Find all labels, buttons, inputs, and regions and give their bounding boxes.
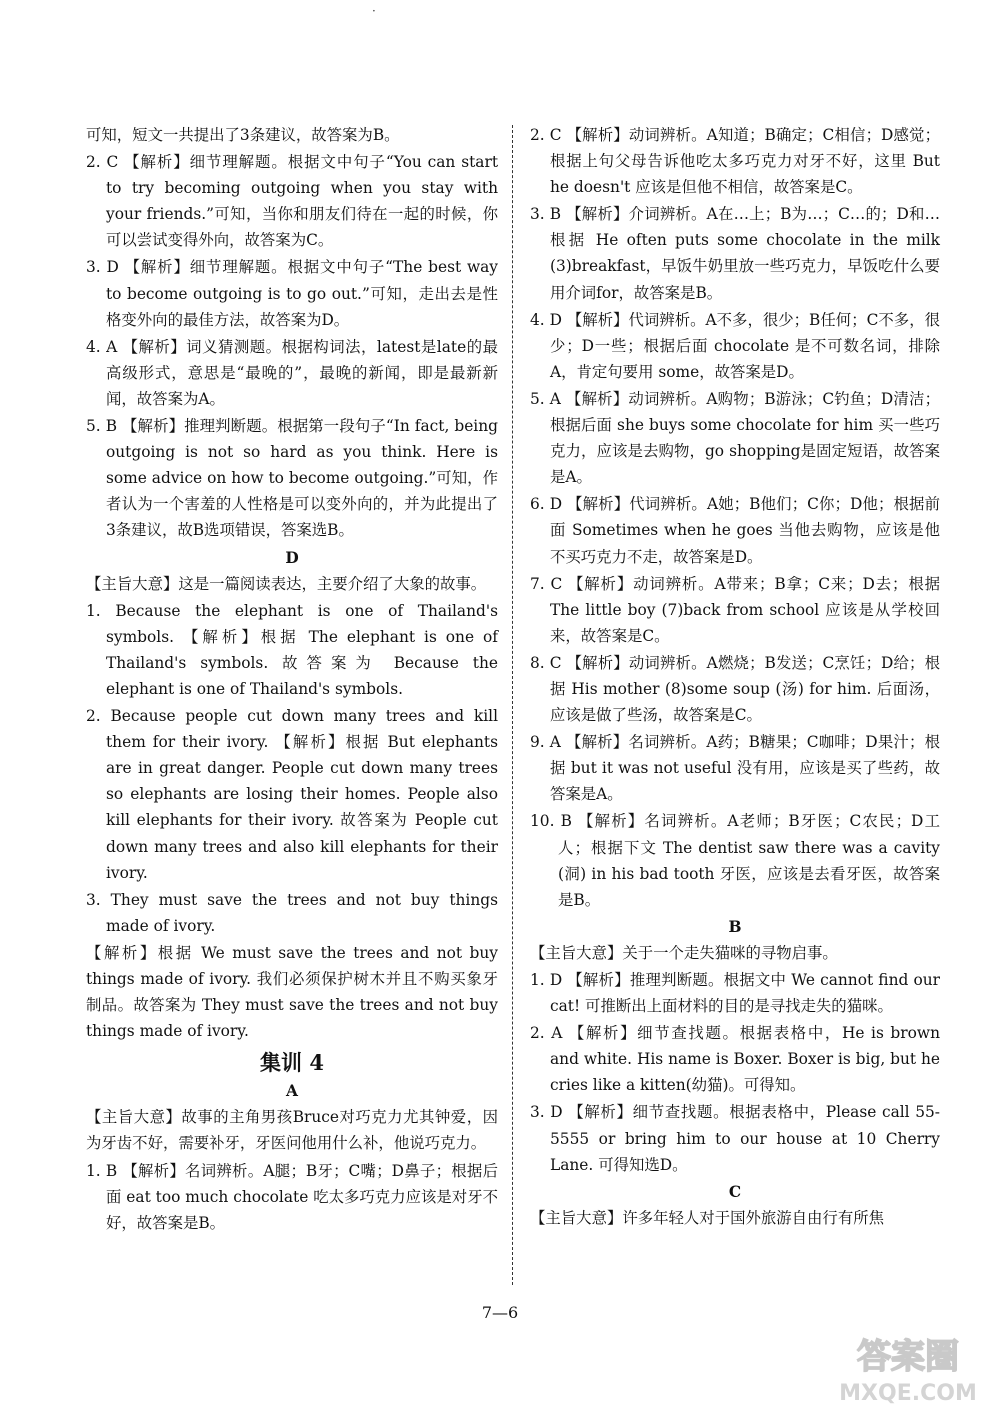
section-label: C (728, 1182, 742, 1201)
answer-item: 8. C 【解析】动词辨析。A燃烧；B发送；C烹饪；D给；根据 His mother (8)some soup (汤) for him. 后面汤，应该是做了些汤，故答案是C。 (530, 653, 940, 725)
section-label: A (286, 1082, 298, 1101)
section-label: B (728, 917, 742, 936)
answer-item: 3. D 【解析】细节查找题。根据表格中，Please call 55-5555 or bring him to our house at 10 Cherry Lane. 可得知选D。 (530, 1103, 940, 1174)
answer-item: 2. C 【解析】细节理解题。根据文中句子“You can start to try becoming outgoing when you stay with your friends.”可知，当你和朋友们待在一起的时候，你可以尝试变得外向，故答案为C。 (86, 153, 498, 250)
left-column (86, 122, 498, 1237)
answer-item: 9. A 【解析】名词辨析。A药；B糖果；C咖啡；D果汁；根据 but it was not useful 没有用，应该是买了些药，故答案是A。 (530, 733, 940, 804)
gist-text: 【主旨大意】这是一篇阅读表达，主要介绍了大象的故事。 (86, 574, 487, 593)
gist-text: 【主旨大意】许多年轻人对于国外旅游自由行有所焦 (530, 1208, 884, 1227)
answer-item: 3. B 【解析】介词辨析。A在…上；B为…；C…的；D和…根据 He often puts some chocolate in the milk (3)breakfast，早饭牛奶里放一些巧克力，早饭吃什么要用介词for，故答案是B。 (530, 205, 940, 302)
gist-text: 【主旨大意】故事的主角男孩Bruce对巧克力尤其钟爱，因为牙齿不好，需要补牙，牙医问他用什么补，他说巧克力。 (86, 1108, 498, 1153)
answer-item: 3. D 【解析】细节理解题。根据文中句子“The best way to become outgoing is to go out.”可知，走出去是性格变外向的最佳方法，故答案为D。 (86, 258, 498, 329)
answer-item: 2. C 【解析】动词辨析。A知道；B确定；C相信；D感觉；根据上句父母告诉他吃太多巧克力对牙不好，这里 But he doesn't 应该是但他不相信，故答案是C。 (530, 126, 940, 197)
column-divider (512, 125, 513, 1285)
analysis-text: 【解析】根据 We must save the trees and not buy things made of ivory. 我们必须保护树木并且不购买象牙制品。故答案为 They must save the trees and not buy things made of ivory. (86, 943, 498, 1041)
right-column (530, 122, 940, 1232)
section-label: D (285, 548, 299, 567)
answer-item: 10. B 【解析】名词辨析。A老师；B牙医；C农民；D工人；根据下文 The dentist saw there was a cavity (洞) in his bad tooth 牙医，应该是去看牙医，故答案是B。 (530, 812, 940, 909)
answer-item: 7. C 【解析】动词辨析。A带来；B拿；C来；D去；根据 The little boy (7)back from school 应该是从学校回来，故答案是C。 (530, 574, 940, 645)
answer-item: 1. B 【解析】名词辨析。A腿；B牙；C嘴；D鼻子；根据后面 eat too much chocolate 吃太多巧克力应该是对牙不好，故答案是B。 (86, 1161, 498, 1232)
section-heading: 集训 4 (260, 1050, 324, 1076)
answer-item: 4. A 【解析】词义猜测题。根据构词法，latest是late的最高级形式，意思是“最晚的”，最晚的新闻，即是最新新闻，故答案为A。 (86, 337, 498, 408)
answer-item: 3. They must save the trees and not buy things made of ivory. (86, 890, 498, 935)
answer-item: 1. Because the elephant is one of Thailand's symbols. 【解析】根据 The elephant is one of Thailand's symbols. 故答案为 Because the elephant is one of Thailand's symbols. (86, 601, 498, 698)
gist-text: 【主旨大意】关于一个走失猫咪的寻物启事。 (530, 943, 838, 962)
answer-item: 6. D 【解析】代词辨析。A她；B他们；C你；D他；根据前面 Sometimes when he goes 当他去购物，应该是他不买巧克力不走，故答案是D。 (530, 495, 940, 566)
top-mark: · (372, 4, 376, 18)
answer-item: 5. B 【解析】推理判断题。根据第一段句子“In fact, being outgoing is not so hard as you think. Here is some advice on how to become outgoing.”可知，作者认为一个害羞的人性格是可以变外向的，并为此提出了3条建议，故B选项错误，答案选B。 (86, 417, 498, 540)
answer-item: 5. A 【解析】动词辨析。A购物；B游泳；C钓鱼；D清洁；根据后面 she buys some chocolate for him 买一些巧克力，应该是去购物，go shopping是固定短语，故答案是A。 (530, 389, 940, 487)
watermark-logo (838, 1328, 978, 1408)
answer-item: 2. A 【解析】细节查找题。根据表格中，He is brown and white. His name is Boxer. Boxer is big, but he cries like a kitten(幼猫)。可得知。 (530, 1024, 940, 1095)
continuation-text: 可知，短文一共提出了3条建议，故答案为B。 (86, 126, 400, 144)
svg-text:MXQE.COM: MXQE.COM (839, 1381, 977, 1406)
svg-text:答案圈: 答案圈 (857, 1337, 959, 1377)
answer-item: 1. D 【解析】推理判断题。根据文中 We cannot find our cat! 可推断出上面材料的目的是寻找走失的猫咪。 (530, 971, 940, 1016)
page-number: 7—6 (481, 1303, 519, 1322)
answer-item: 2. Because people cut down many trees and kill them for their ivory. 【解析】根据 But elephants are in great danger. People cut down many trees so elephants are losing their homes. People also kill elephants for their ivory. 故答案为 People cut down many trees and also kill elephants for their ivory. (86, 707, 498, 882)
answer-item: 4. D 【解析】代词辨析。A不多，很少；B任何；C不多，很少；D一些；根据后面 chocolate 是不可数名词，排除A，肯定句要用 some，故答案是D。 (530, 310, 940, 381)
